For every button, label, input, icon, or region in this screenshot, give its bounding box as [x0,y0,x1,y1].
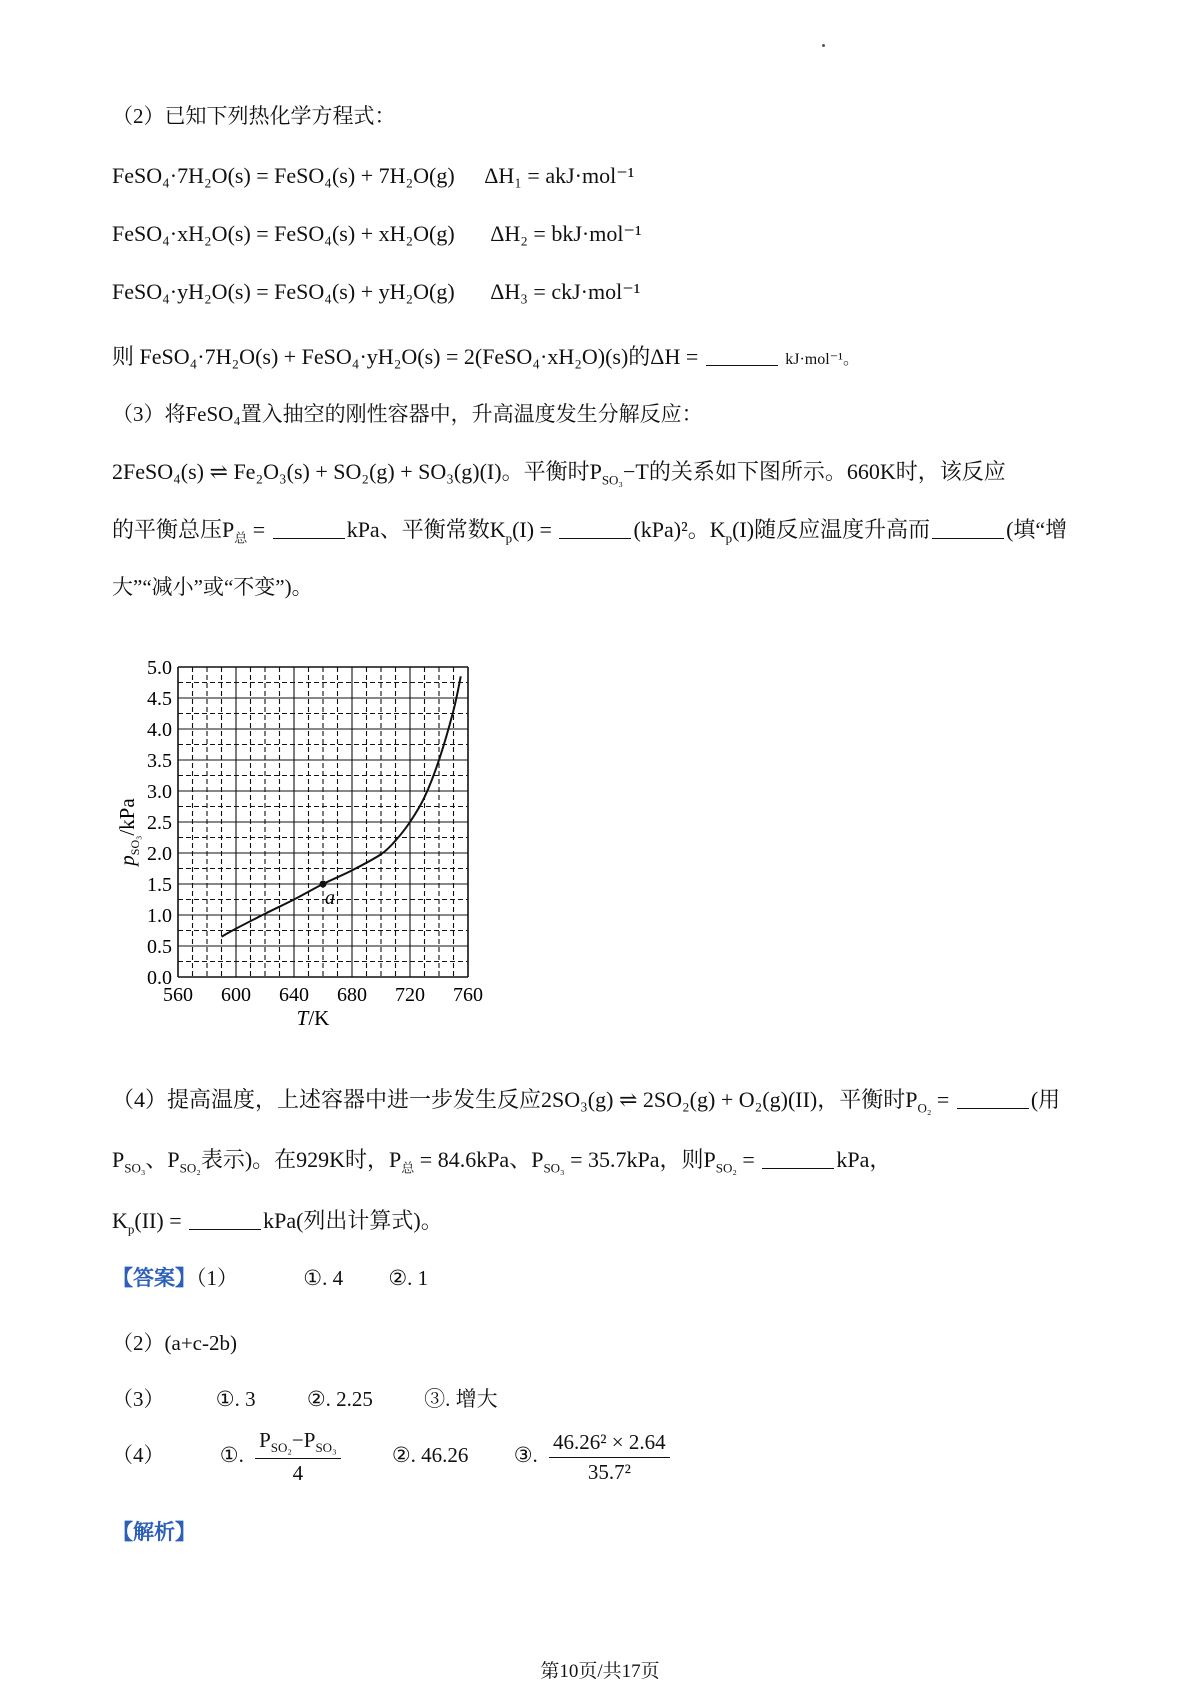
fraction-1-numerator [255,1428,341,1459]
answer-row-4 [112,1428,676,1486]
q3-text: 的平衡总压P [112,517,235,542]
answer-text: （3） [112,1387,165,1411]
answer-label: 【答案】 [112,1266,196,1290]
q4-text: 、P [145,1147,180,1172]
q3-reaction-end: −T的关系如下图所示。660K时，该反应 [622,459,1006,484]
y-tick-label: 0.0 [147,967,172,989]
q3-reaction [112,455,1006,488]
y-tick-label: 1.0 [147,905,172,927]
q4-text: P [112,1147,125,1172]
fraction-1 [255,1428,341,1486]
x-tick-label: 680 [337,984,367,1006]
page-footer: 第10页/共17页 [540,1661,660,1682]
q4-line1 [112,1083,1060,1116]
q3-text: = [247,517,271,542]
equation-3 [112,279,640,305]
q3-line2 [112,513,1067,546]
answer-blank[interactable] [762,1148,834,1169]
q4-sub: SO₂ [715,1160,737,1176]
q4-sub: SO₂ [179,1160,201,1176]
q3-text: (I) = [512,517,558,542]
q4-sub: p [127,1221,135,1237]
q4-text: = 84.6kPa、P [414,1147,544,1172]
x-tick-label: 760 [453,984,483,1006]
frac-text: P [259,1428,271,1452]
q4-text: kPa， [836,1147,892,1172]
answer-blank[interactable] [706,345,778,366]
x-tick-label: 600 [221,984,251,1006]
chart-grid [178,667,468,977]
analysis-label: 【解析】 [112,1520,196,1544]
equation-2 [112,221,642,247]
answer-text: ①. 4 [303,1266,344,1290]
q4-text: (II) = [134,1208,188,1233]
q3-text: kPa、平衡常数K [346,517,506,542]
y-tick-label: 3.5 [147,750,172,772]
q3-sub: p [505,530,513,546]
answer-row-1 [112,1262,428,1292]
answer-text: ③. [513,1442,538,1467]
chart-ylabel [115,798,142,868]
y-tick-label: 4.5 [147,688,172,710]
q4-sub: SO₃ [124,1160,146,1176]
equation-3-dh: ΔH₃ = ckJ·mol⁻¹ [490,279,641,304]
y-tick-label: 5.0 [147,657,172,679]
equation-2-dh: ΔH₂ = bkJ·mol⁻¹ [490,221,642,246]
equation-1-body: FeSO₄·7H₂O(s) = FeSO₄(s) + 7H₂O(g) [112,163,455,188]
answer-blank[interactable] [273,518,345,539]
q4-text: = [736,1147,761,1172]
answer-row-2: （2）(a+c-2b) [112,1331,237,1355]
y-tick-label: 3.0 [147,781,172,803]
chart-xlabel: T/K [296,1006,330,1030]
q3-text: (I)随反应温度升高而 [732,517,931,542]
q4-text: kPa(列出计算式)。 [263,1208,443,1233]
frac-sub: SO₃ [315,1440,337,1456]
equation-1-dh: ΔH₁ = akJ·mol⁻¹ [484,163,635,188]
q3-reaction-sub: SO₃ [601,472,623,488]
equation-3-body: FeSO₄·yH₂O(s) = FeSO₄(s) + yH₂O(g) [112,279,455,304]
q4-sub: SO₃ [543,1160,565,1176]
q3-sub: p [725,530,733,546]
q3-intro: （3）将FeSO₄置入抽空的刚性容器中，升高温度发生分解反应： [112,402,703,426]
fraction-2-denominator: 35.7² [587,1459,631,1484]
q3-line3: 大”“减小”或“不变”)。 [112,575,313,599]
y-tick-label: 1.5 [147,874,172,896]
y-tick-label: 0.5 [147,936,172,958]
answer-text: （1） [196,1266,238,1290]
q3-text: (填“增 [1006,517,1068,542]
q2-question [112,340,859,371]
chart-annotation-a: a [325,887,335,909]
equation-2-body: FeSO₄·xH₂O(s) = FeSO₄(s) + xH₂O(g) [112,221,455,246]
y-tick-label: 2.0 [147,843,172,865]
answer-row-3 [112,1383,498,1413]
q3-text: (kPa)²。K [633,517,726,542]
equation-1 [112,163,634,189]
x-tick-label: 560 [163,984,193,1006]
fraction-1-denominator: 4 [292,1461,304,1486]
answer-blank[interactable] [559,518,631,539]
y-axis-label: $p_{SO_3}$/kPa [115,798,142,866]
answer-text: （4） [112,1442,165,1467]
answer-text: ①. 3 [215,1387,256,1411]
fraction-2 [549,1430,670,1485]
answer-text: ①. [219,1442,244,1467]
frac-text: −P [291,1428,316,1452]
answer-text: ②. 2.25 [306,1387,373,1411]
answer-blank[interactable] [957,1088,1029,1109]
answer-blank[interactable] [189,1209,261,1230]
x-tick-label: 720 [395,984,425,1006]
q4-text: （4）提高温度，上述容器中进一步发生反应2SO₃(g) ⇌ 2SO₂(g) + O₂(g)(II)，平衡时P [112,1087,918,1112]
q3-reaction-text: 2FeSO₄(s) ⇌ Fe₂O₃(s) + SO₂(g) + SO₃(g)(I)。平衡时P [112,459,602,484]
q2-intro: （2）已知下列热化学方程式： [112,104,396,128]
answer-text: ③. 增大 [424,1387,498,1411]
psos3-temperature-chart [110,655,530,1055]
q4-line2 [112,1143,891,1176]
answer-text: ②. 1 [388,1266,429,1290]
fraction-2-numerator: 46.26² × 2.64 [549,1430,670,1458]
x-tick-label: 640 [279,984,309,1006]
speck [822,44,825,47]
q2-unit: kJ·mol⁻¹。 [785,351,859,368]
answer-blank[interactable] [932,518,1004,539]
answer-text: ②. 46.26 [391,1442,469,1467]
q4-sub: 总 [401,1160,415,1176]
q4-text: K [112,1208,128,1233]
q4-line3 [112,1204,443,1237]
y-tick-label: 4.0 [147,719,172,741]
q4-text: = 35.7kPa，则P [564,1147,716,1172]
y-tick-label: 2.5 [147,812,172,834]
q4-sub: O₂ [917,1100,932,1116]
q3-sub: 总 [234,530,248,546]
frac-sub: SO₂ [270,1440,292,1456]
chart-ticks [147,657,483,1006]
q4-text: 表示)。在929K时，P [200,1147,402,1172]
q2-question-text: 则 FeSO₄·7H₂O(s) + FeSO₄·yH₂O(s) = 2(FeSO₄·xH₂O)(s)的ΔH = [112,344,699,369]
q4-text: = [931,1087,955,1112]
q4-text: (用 [1030,1087,1061,1112]
